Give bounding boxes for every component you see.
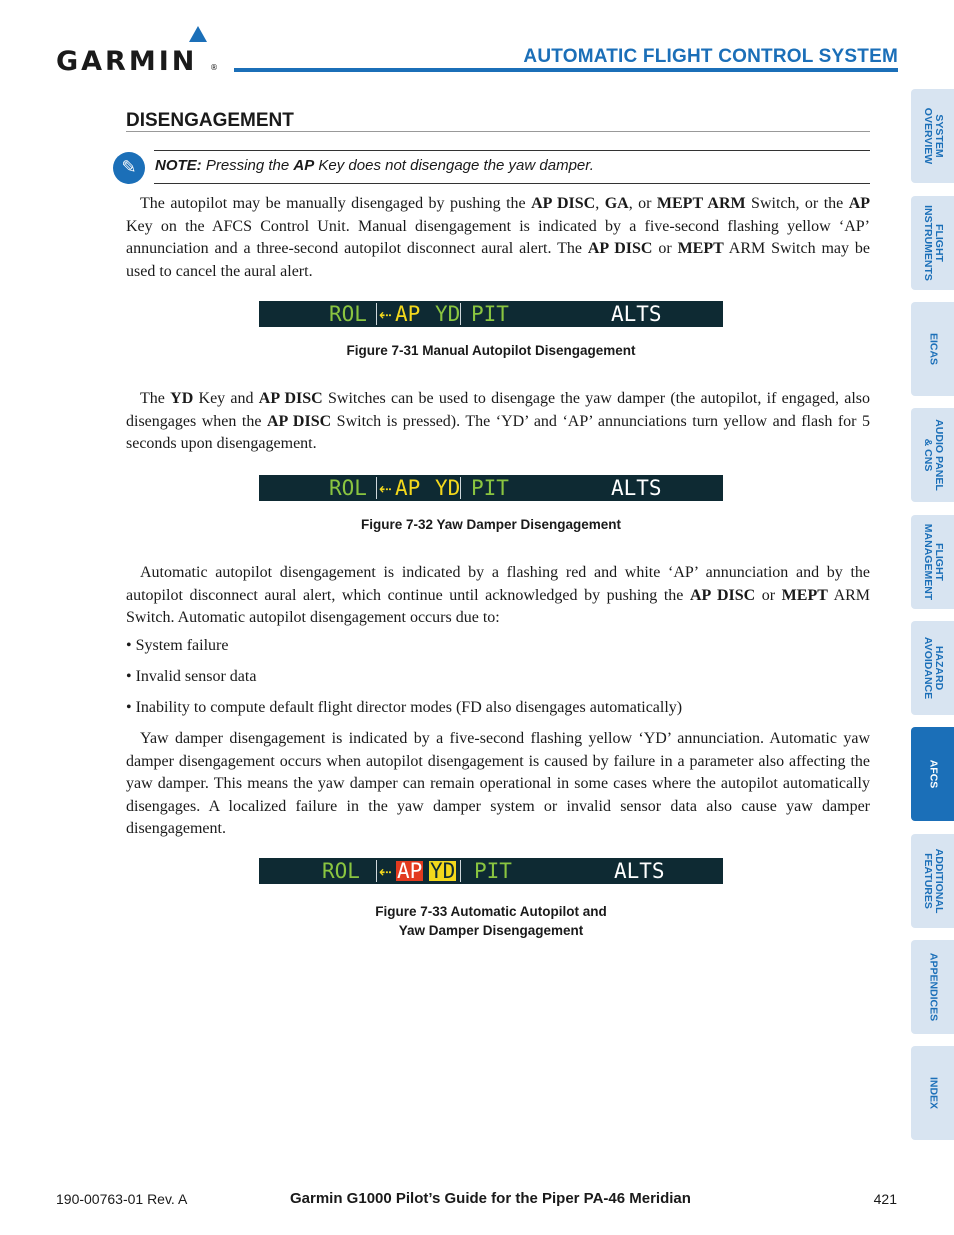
ann-alts: ALTS	[611, 476, 662, 500]
ann-separator	[460, 860, 461, 882]
note-rule-bottom	[154, 183, 870, 184]
garmin-delta-icon	[189, 26, 207, 42]
note-rule-top	[154, 150, 870, 151]
tab-label: FLIGHT INSTRUMENTS	[921, 205, 945, 281]
note-key: AP	[293, 157, 315, 174]
annunciator-bar-yaw-damper	[259, 475, 723, 501]
ann-ap-alert: AP	[397, 859, 423, 883]
figure-caption-7-31: Figure 7-31 Manual Autopilot Disengagement	[346, 343, 636, 358]
note-pencil-icon: ✎	[113, 152, 145, 184]
bullet-item: • Inability to compute default flight director modes (FD also disengages automatically)	[126, 699, 683, 716]
ann-rol: ROL	[329, 476, 367, 500]
ann-pit: PIT	[474, 859, 512, 883]
ann-yd: YD	[435, 302, 461, 326]
ann-arrow-icon: ⇠	[379, 859, 392, 883]
tab-label: FLIGHT MANAGEMENT	[921, 523, 945, 601]
tab-label: INDEX	[927, 1076, 939, 1110]
tab-system-overview[interactable]	[911, 89, 954, 183]
ann-rol: ROL	[329, 302, 367, 326]
bullet-item: • System failure	[126, 637, 229, 654]
figure-caption-7-33	[126, 902, 856, 940]
garmin-logo	[56, 26, 218, 76]
header-rule	[234, 68, 898, 72]
ann-separator	[460, 477, 461, 499]
note-label: NOTE:	[155, 157, 202, 174]
footer-title: Garmin G1000 Pilot’s Guide for the Piper PA-46 Meridian	[290, 1190, 691, 1207]
ann-yd-alert: YD	[430, 859, 456, 883]
note-text-1: Pressing the	[201, 157, 294, 174]
ann-rol: ROL	[322, 859, 360, 883]
page-heading: DISENGAGEMENT	[126, 110, 294, 131]
footer-page-number: 421	[873, 1191, 897, 1207]
section-title: AUTOMATIC FLIGHT CONTROL SYSTEM	[523, 46, 898, 67]
ann-ap: AP	[395, 476, 421, 500]
tab-hazard-avoidance[interactable]	[911, 621, 954, 715]
registered-mark: ®	[210, 63, 218, 72]
tab-index[interactable]	[911, 1046, 954, 1140]
figure-caption-7-33-line2: Yaw Damper Disengagement	[398, 923, 584, 938]
ann-arrow-icon: ⇠	[379, 476, 392, 500]
ann-separator	[376, 303, 377, 325]
paragraph-yaw-damper-automatic: Yaw damper disengagement is indicated by a five-second flashing yellow ‘YD’ annunciation. Automatic yaw damper disengagement occurs when autopilot disengagement is caused by failure in a parameter also affecting the yaw damper. This means the yaw damper can remain operational in some cases where the autopilot automatically disengages. A localized failure in the yaw damper system or invalid sensor data also cause yaw damper disengagement.	[126, 730, 870, 837]
tab-label: AFCS	[927, 759, 939, 789]
ann-alts: ALTS	[614, 859, 665, 883]
tab-audio-panel-cns[interactable]	[911, 408, 954, 502]
ann-separator	[376, 477, 377, 499]
annunciator-bar-manual	[259, 301, 723, 327]
heading-rule	[126, 131, 870, 132]
tab-flight-instruments[interactable]	[911, 196, 954, 290]
figure-caption-7-32: Figure 7-32 Yaw Damper Disengagement	[360, 517, 622, 532]
tab-eicas[interactable]	[911, 302, 954, 396]
ann-separator	[376, 860, 377, 882]
bullet-item: • Invalid sensor data	[126, 668, 257, 685]
ann-pit: PIT	[471, 302, 509, 326]
footer-doc-number: 190-00763-01 Rev. A	[56, 1191, 188, 1207]
tab-label: SYSTEM OVERVIEW	[921, 107, 945, 165]
tab-label: EICAS	[927, 332, 939, 366]
note-text	[155, 157, 594, 174]
note-text-2: Key does not disengage the yaw damper.	[314, 157, 594, 174]
tab-additional-features[interactable]	[911, 834, 954, 928]
logo-text: GARMIN	[56, 46, 198, 77]
paragraph-automatic-disengagement: Automatic autopilot disengagement is indicated by a flashing red and white ‘AP’ annunciation and by the autopilot disconnect aural alert, which continue until acknowledged by pushing the AP DISC or MEPT ARM Switch. Automatic autopilot disengagement occurs due to:	[126, 564, 871, 626]
ann-ap: AP	[395, 302, 421, 326]
tab-afcs[interactable]	[911, 727, 954, 821]
tab-appendices[interactable]	[911, 940, 954, 1034]
ann-yd: YD	[435, 476, 461, 500]
tab-label: ADDITIONAL FEATURES	[921, 848, 945, 914]
tab-flight-management[interactable]	[911, 515, 954, 609]
paragraph-manual-disengagement: The autopilot may be manually disengaged by pushing the AP DISC, GA, or MEPT ARM Switch, or the AP Key on the AFCS Control Unit. Manual disengagement is indicated by a five-second flashing yellow ‘AP’ annunciation and a three-second autopilot disconnect aural alert. The AP DISC or MEPT ARM Switch may be used to cancel the aural alert.	[126, 195, 871, 280]
paragraph-yaw-damper: The YD Key and AP DISC Switches can be used to disengage the yaw damper (the autopilot, if engaged, also disengages when the AP DISC Switch is pressed). The ‘YD’ and ‘AP’ annunciations turn yellow and flash for 5 seconds upon disengagement.	[126, 390, 871, 452]
tab-label: AUDIO PANEL & CNS	[921, 419, 945, 491]
tab-label: HAZARD AVOIDANCE	[921, 636, 945, 700]
ann-pit: PIT	[471, 476, 509, 500]
figure-caption-7-33-line1: Figure 7-33 Automatic Autopilot and	[375, 904, 607, 919]
ann-separator	[460, 303, 461, 325]
annunciator-bar-automatic	[259, 858, 723, 884]
ann-arrow-icon: ⇠	[379, 302, 392, 326]
tab-label: APPENDICES	[927, 952, 939, 1022]
ann-alts: ALTS	[611, 302, 662, 326]
